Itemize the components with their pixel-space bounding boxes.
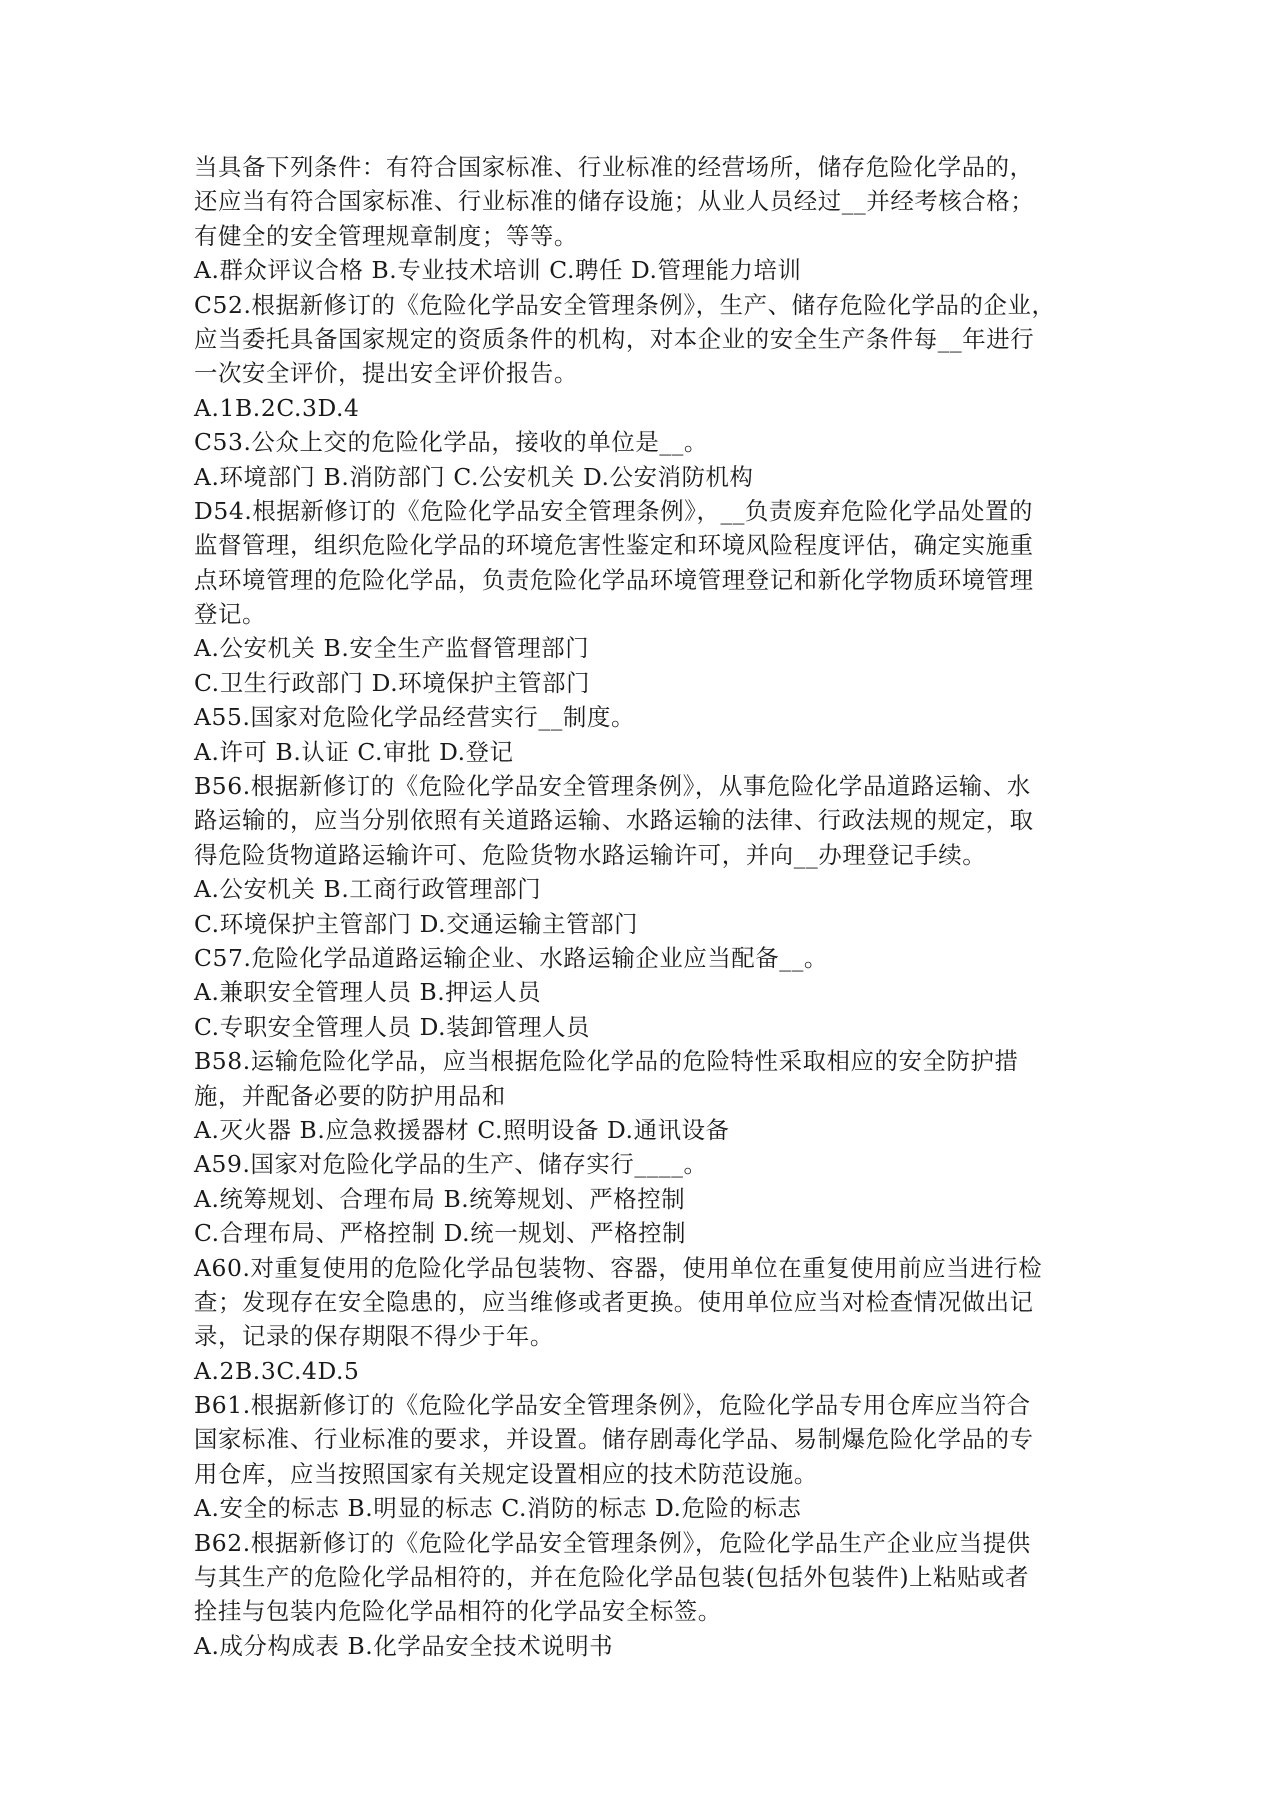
question-a55: A55.国家对危险化学品经营实行__制度。 bbox=[194, 703, 635, 732]
answer-options: A.许可 B.认证 C.审批 D.登记 bbox=[194, 737, 514, 766]
text-line: 国家标准、行业标准的要求，并设置。储存剧毒化学品、易制爆危险化学品的专 bbox=[194, 1425, 1034, 1454]
text-line: 施，并配备必要的防护用品和 bbox=[194, 1081, 506, 1110]
question-d54: D54.根据新修订的《危险化学品安全管理条例》，__负责废弃危险化学品处置的 bbox=[194, 496, 1033, 525]
text-line: 得危险货物道路运输许可、危险货物水路运输许可，并向__办理登记手续。 bbox=[194, 840, 987, 869]
question-b56: B56.根据新修订的《危险化学品安全管理条例》，从事危险化学品道路运输、水 bbox=[194, 772, 1031, 801]
text-line: 录，记录的保存期限不得少于年。 bbox=[194, 1322, 554, 1351]
answer-options: A.公安机关 B.安全生产监督管理部门 bbox=[194, 634, 590, 663]
text-line: 拴挂与包装内危险化学品相符的化学品安全标签。 bbox=[194, 1597, 722, 1626]
text-line: 有健全的安全管理规章制度；等等。 bbox=[194, 221, 578, 250]
text-line: 用仓库，应当按照国家有关规定设置相应的技术防范设施。 bbox=[194, 1459, 818, 1488]
text-line: 应当委托具备国家规定的资质条件的机构，对本企业的安全生产条件每__年进行 bbox=[194, 324, 1035, 353]
answer-options: A.灭火器 B.应急救援器材 C.照明设备 D.通讯设备 bbox=[194, 1115, 730, 1144]
text-line: 点环境管理的危险化学品，负责危险化学品环境管理登记和新化学物质环境管理 bbox=[194, 565, 1034, 594]
question-a59: A59.国家对危险化学品的生产、储存实行____。 bbox=[194, 1150, 708, 1179]
answer-options: A.1B.2C.3D.4 bbox=[194, 393, 360, 422]
text-line: 监督管理，组织危险化学品的环境危害性鉴定和环境风险程度评估，确定实施重 bbox=[194, 531, 1034, 560]
text-line: 与其生产的危险化学品相符的，并在危险化学品包装(包括外包装件)上粘贴或者 bbox=[194, 1563, 1030, 1592]
answer-options: A.公安机关 B.工商行政管理部门 bbox=[194, 875, 542, 904]
text-line: 路运输的，应当分别依照有关道路运输、水路运输的法律、行政法规的规定，取 bbox=[194, 806, 1034, 835]
answer-options: A.群众评议合格 B.专业技术培训 C.聘任 D.管理能力培训 bbox=[194, 256, 802, 285]
answer-options: A.安全的标志 B.明显的标志 C.消防的标志 D.危险的标志 bbox=[194, 1494, 802, 1523]
question-a60: A60.对重复使用的危险化学品包装物、容器，使用单位在重复使用前应当进行检 bbox=[194, 1253, 1043, 1282]
answer-options: A.统筹规划、合理布局 B.统筹规划、严格控制 bbox=[194, 1184, 686, 1213]
question-c52: C52.根据新修订的《危险化学品安全管理条例》，生产、储存危险化学品的企业， bbox=[194, 290, 1056, 319]
answer-options: A.成分构成表 B.化学品安全技术说明书 bbox=[194, 1631, 614, 1660]
text-line: 一次安全评价，提出安全评价报告。 bbox=[194, 359, 578, 388]
question-b62: B62.根据新修订的《危险化学品安全管理条例》，危险化学品生产企业应当提供 bbox=[194, 1528, 1031, 1557]
question-b61: B61.根据新修订的《危险化学品安全管理条例》，危险化学品专用仓库应当符合 bbox=[194, 1391, 1031, 1420]
answer-options: C.合理布局、严格控制 D.统一规划、严格控制 bbox=[194, 1219, 687, 1248]
text-line: 登记。 bbox=[194, 600, 266, 629]
question-b58: B58.运输危险化学品，应当根据危险化学品的危险特性采取相应的安全防护措 bbox=[194, 1047, 1019, 1076]
document-body bbox=[194, 150, 1094, 1663]
text-line: 当具备下列条件：有符合国家标准、行业标准的经营场所，储存危险化学品的， bbox=[194, 153, 1034, 181]
text-line: 查；发现存在安全隐患的，应当维修或者更换。使用单位应当对检查情况做出记 bbox=[194, 1287, 1034, 1316]
answer-options: A.兼职安全管理人员 B.押运人员 bbox=[194, 978, 542, 1007]
answer-options: A.2B.3C.4D.5 bbox=[194, 1356, 360, 1385]
answer-options: C.卫生行政部门 D.环境保护主管部门 bbox=[194, 668, 591, 697]
answer-options: C.专职安全管理人员 D.装卸管理人员 bbox=[194, 1012, 591, 1041]
answer-options: C.环境保护主管部门 D.交通运输主管部门 bbox=[194, 909, 639, 938]
question-c53: C53.公众上交的危险化学品，接收的单位是__。 bbox=[194, 428, 708, 457]
question-c57: C57.危险化学品道路运输企业、水路运输企业应当配备__。 bbox=[194, 943, 828, 972]
answer-options: A.环境部门 B.消防部门 C.公安机关 D.公安消防机构 bbox=[194, 462, 754, 491]
text-line: 还应当有符合国家标准、行业标准的储存设施；从业人员经过__并经考核合格； bbox=[194, 187, 1035, 216]
